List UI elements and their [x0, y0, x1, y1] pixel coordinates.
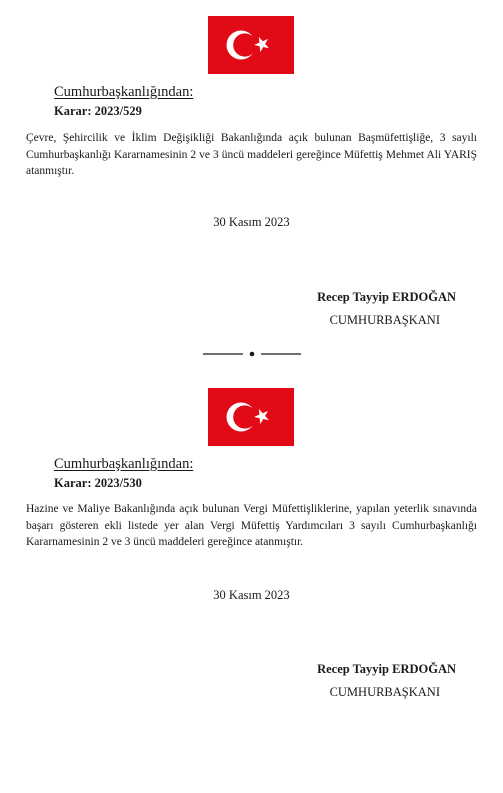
decision-date: 30 Kasım 2023	[213, 215, 290, 229]
issuer-heading: Cumhurbaşkanlığından:	[54, 84, 194, 100]
signer-name: Recep Tayyip ERDOĞAN	[317, 290, 456, 304]
signer-title: CUMHURBAŞKANI	[329, 313, 440, 327]
signer-title: CUMHURBAŞKANI	[329, 685, 440, 699]
section-divider-icon	[202, 348, 302, 360]
decision-text: Çevre, Şehircilik ve İklim Değişikliği Bakanlığında açık bulunan Başmüfettişliğe, 3 sayılı Cumhurbaşkanlığı Kararnamesinin 2 ve 3 üncü maddeleri gereğince Müfettiş Mehmet Ali YARIŞ atanmıştır.	[26, 132, 477, 177]
issuer-heading: Cumhurbaşkanlığından:	[54, 456, 194, 472]
signer-name: Recep Tayyip ERDOĞAN	[317, 662, 456, 676]
decision-date: 30 Kasım 2023	[213, 588, 290, 602]
turkish-flag-icon	[208, 388, 294, 446]
decision-number: Karar: 2023/529	[54, 104, 142, 118]
turkish-flag-icon	[208, 16, 294, 74]
decision-text: Hazine ve Maliye Bakanlığında açık bulunan Vergi Müfettişliklerine, yapılan yeterlik sınavında başarı gösteren ekli listede yer alan Vergi Müfettiş Yardımcıları 3 sayılı Cumhurbaşkanlığı Kararnamesinin 2 ve 3 üncü maddeleri gereğince atanmıştır.	[26, 503, 477, 548]
decision-number: Karar: 2023/530	[54, 476, 142, 490]
